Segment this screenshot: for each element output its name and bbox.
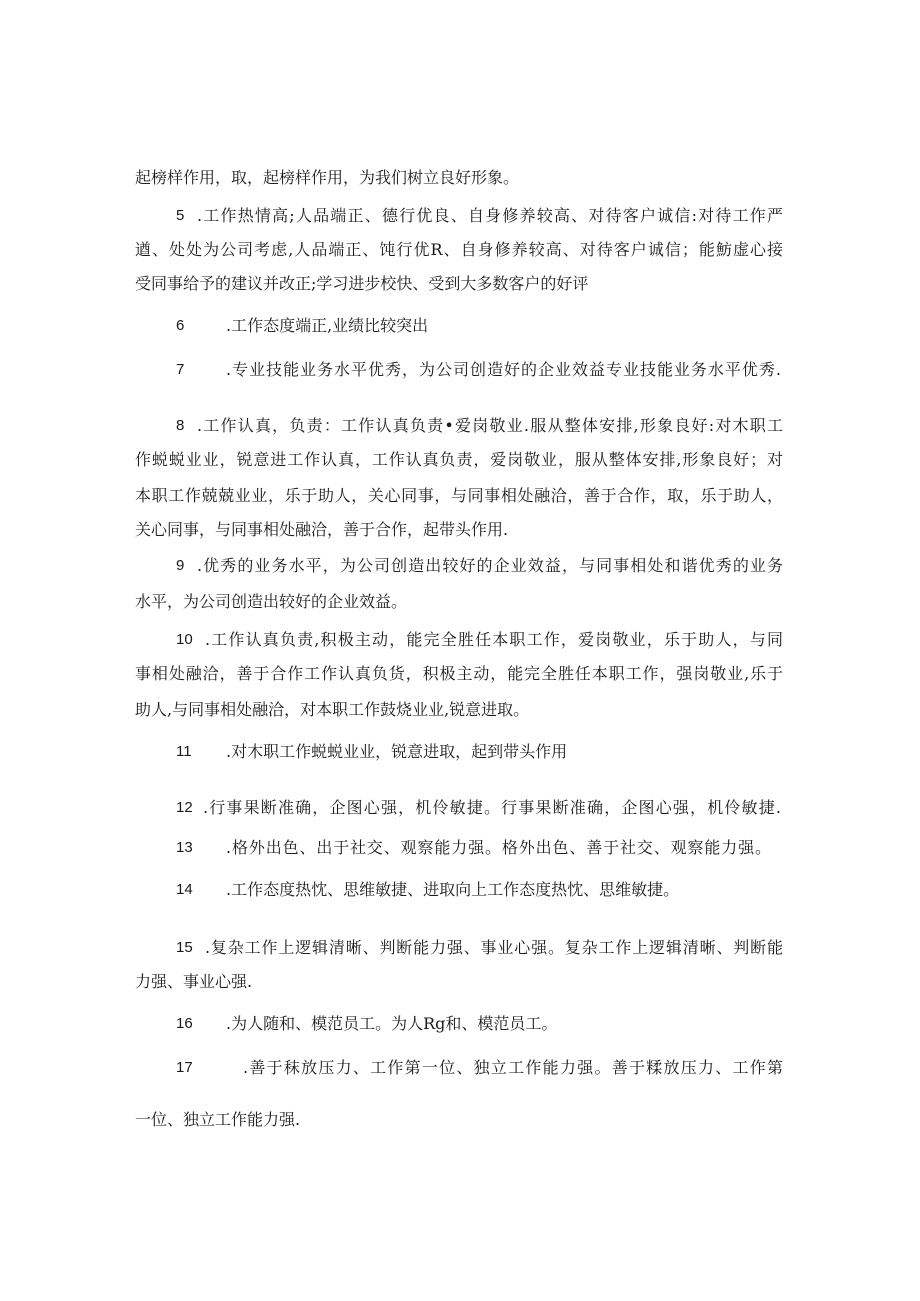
item-number: 15 — [176, 939, 193, 956]
line-text: 本职工作兢兢业业，乐于助人，关心同事，与同事相处融洽，善于合作，取，乐于助人， — [135, 486, 783, 505]
line-text: 事相处融洽，善于合作工作认真负货，积极主动，能完全胜任本职工作，强岗敬业,乐于 — [135, 664, 783, 683]
line-text: .工作热情高;人品端正、德行优良、自身修养较高、对待客户诚信:对待工作严 — [197, 206, 783, 225]
item-number: 16 — [176, 1015, 193, 1032]
item-number: 8 — [176, 417, 185, 434]
line-text: 遒、处处为公司考虑,人品端正、饨行优R、自身修养较高、对待客户诚信；能魴虚心接 — [135, 240, 783, 259]
line-text: 助人,与同事相处融洽，对本职工作鼓烧业业,锐意进取。 — [135, 700, 530, 719]
line-text: .善于秣放压力、工作第一位、独立工作能力强。善于糅放压力、工作第 — [243, 1058, 783, 1077]
item-number: 12 — [176, 799, 193, 816]
line-text: .行事果断准确，企图心强，机伶敏捷。行事果断准确，企图心强，机伶敏捷. — [203, 798, 781, 817]
line-text: .复杂工作上逻辑清晰、判断能力强、事业心强。复杂工作上逻辑清晰、判断能 — [205, 938, 783, 957]
item-number: 9 — [176, 557, 185, 574]
line-text: 一位、独立工作能力强. — [135, 1110, 301, 1129]
line-text: .工作态度端正,业绩比较突出 — [226, 316, 429, 335]
item-number: 6 — [176, 317, 185, 334]
line-text: .格外出色、出于社交、观察能力强。格外出色、善于社交、观察能力强。 — [226, 838, 771, 857]
line-text: 受同事给予的建议并改正;学习进步校快、受到大多数客户的好评 — [135, 274, 589, 293]
line-text: .对木职工作蜕蜕业业，锐意进取，起到带头作用 — [226, 742, 568, 761]
line-text: 作蜕蜕业业，锐意进工作认真，工作认真负责，爱岗敬业，服从整体安排,形象良好；对 — [135, 450, 783, 469]
item-number: 10 — [176, 631, 193, 648]
line-text: .工作态度热忱、思维敏捷、进取向上工作态度热忱、思维敏捷。 — [226, 880, 680, 899]
line-text: .工作认真，负责：工作认真负责•爱岗敬业.服从整体安排,形象良好:对木职工 — [197, 416, 783, 435]
line-text: .为人随和、模范员工。为人Rg和、模范员工。 — [226, 1014, 558, 1033]
line-text: .工作认真负责,积极主动，能完全胜任本职工作，爱岗敬业，乐于助人，与同 — [205, 630, 783, 649]
line-text: 关心同事，与同事相处融洽，善于合作，起带头作用. — [135, 520, 509, 539]
item-number: 5 — [176, 207, 185, 224]
item-number: 14 — [176, 881, 193, 898]
item-number: 7 — [176, 361, 185, 378]
line-text: .专业技能业务水平优秀，为公司创造好的企业效益专业技能业务水平优秀. — [226, 360, 781, 379]
line-text: 力强、事业心强. — [135, 972, 253, 991]
line-text: 水平，为公司创造出较好的企业效益。 — [135, 592, 408, 611]
item-number: 17 — [176, 1059, 193, 1076]
item-number: 11 — [176, 743, 192, 760]
line-text: .优秀的业务水平，为公司创造出较好的企业效益，与同事相处和谐优秀的业务 — [197, 556, 783, 575]
item-number: 13 — [176, 839, 193, 856]
line-text: 起榜样作用，取，起榜样作用，为我们树立良好形象。 — [135, 168, 520, 187]
